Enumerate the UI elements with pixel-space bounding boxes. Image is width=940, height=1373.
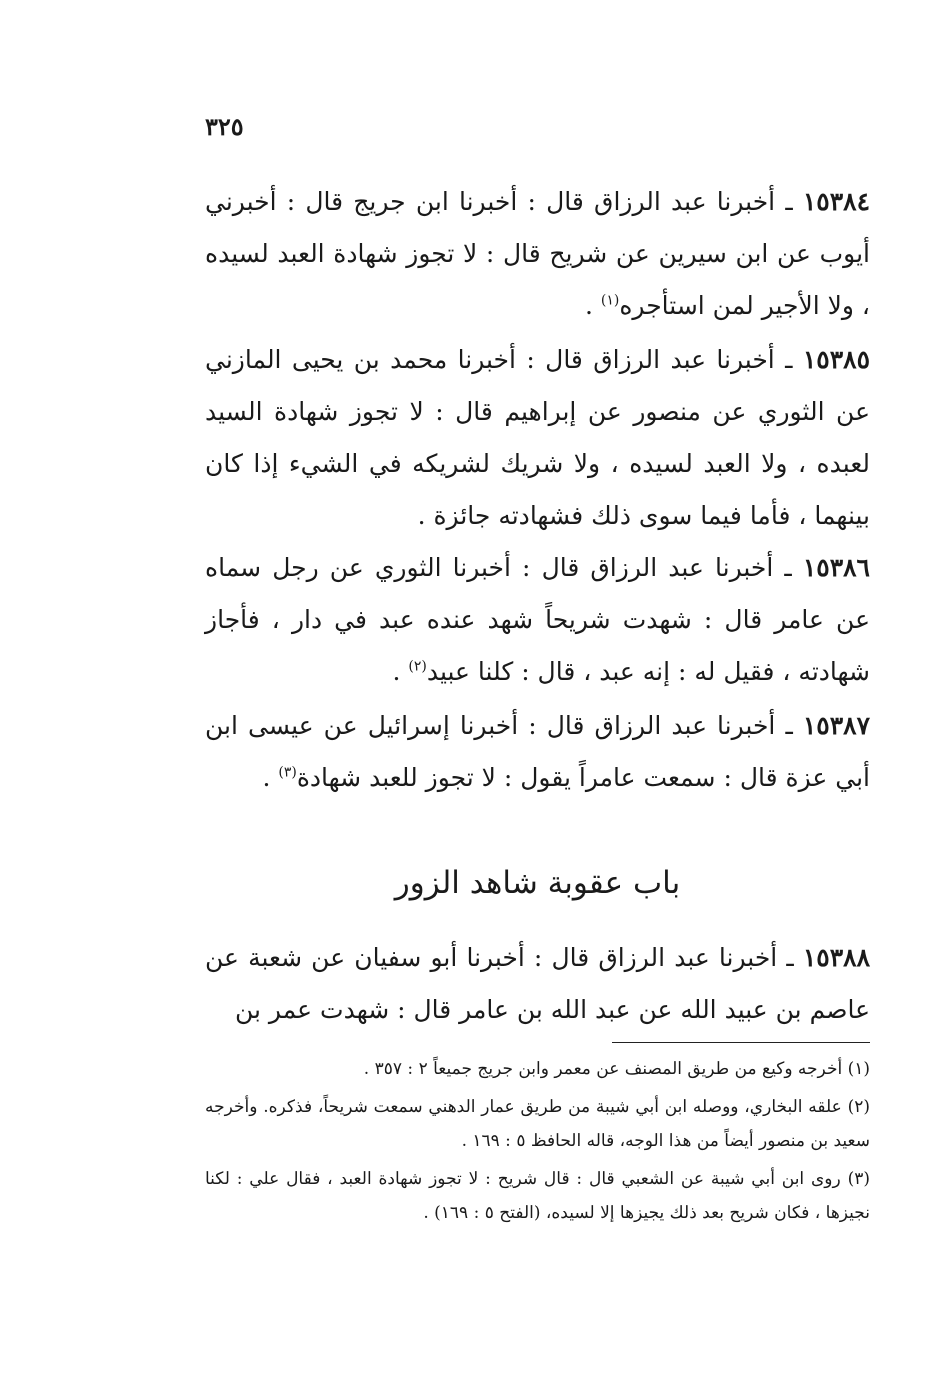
hadith-entry-15384 xyxy=(205,176,870,332)
footnote-3 xyxy=(205,1162,870,1230)
entry-text: ـ أخبرنا عبد الرزاق قال : أخبرنا إسرائيل عن عيسى ابن أبي عزة قال : سمعت عامراً يقول : لا تجوز للعبد شهادة xyxy=(205,711,870,792)
entry-end: . xyxy=(392,657,409,686)
footnote-text: أخرجه وكيع من طريق المصنف عن معمر وابن جريج جميعاً ٢ : ٣٥٧ . xyxy=(363,1059,843,1079)
footnote-mark: (٢) xyxy=(847,1097,870,1117)
footnote-1 xyxy=(205,1052,870,1086)
entry-number: ١٥٣٨٧ xyxy=(802,711,870,740)
entry-text: ـ أخبرنا عبد الرزاق قال : أخبرنا ابن جريج قال : أخبرني أيوب عن ابن سيرين عن شريح قال : لا تجوز شهادة العبد لسيده ، ولا الأجير لمن استأجره xyxy=(205,187,870,320)
footnote-ref[interactable]: (١) xyxy=(600,292,620,309)
entry-text: ـ أخبرنا عبد الرزاق قال : أخبرنا الثوري عن رجل سماه عن عامر قال : شهدت شريحاً شهد عنده عبد في دار ، فأجاز شهادته ، فقيل له : إنه عبد ، قال : كلنا عبيد xyxy=(205,553,870,686)
footnote-ref[interactable]: (٢) xyxy=(408,658,427,675)
entry-text: ـ أخبرنا عبد الرزاق قال : أخبرنا أبو سفيان عن شعبة عن عاصم بن عبيد الله عن عبد الله بن عامر قال : شهدت عمر بن xyxy=(205,943,870,1024)
footnote-text: روى ابن أبي شيبة عن الشعبي قال : قال شريح : لا تجوز شهادة العبد ، فقال علي : لكنا نجيزها ، فكان شريح بعد ذلك يجيزها إلا لسيده، (الفتح ٥ : ١٦٩) . xyxy=(205,1169,870,1223)
chapter-heading: باب عقوبة شاهد الزور xyxy=(394,865,681,901)
footnotes xyxy=(205,1052,870,1234)
entry-end: . xyxy=(584,291,601,320)
hadith-entry-15386 xyxy=(205,542,870,698)
entry-number: ١٥٣٨٦ xyxy=(802,553,870,582)
entry-end: . xyxy=(262,763,279,792)
hadith-entry-15387 xyxy=(205,700,870,804)
hadith-entry-15385 xyxy=(205,334,870,542)
footnote-2 xyxy=(205,1090,870,1158)
entry-number: ١٥٣٨٥ xyxy=(802,345,870,374)
footnote-mark: (٣) xyxy=(847,1169,870,1189)
page-number: ٣٢٥ xyxy=(205,112,244,141)
footnote-separator xyxy=(612,1042,870,1043)
footnote-ref[interactable]: (٣) xyxy=(278,764,297,781)
footnote-mark: (١) xyxy=(847,1059,870,1079)
entry-number: ١٥٣٨٤ xyxy=(802,187,870,216)
footnote-text: علقه البخاري، ووصله ابن أبي شيبة من طريق عمار الدهني سمعت شريحاً، فذكره. وأخرجه سعيد بن منصور أيضاً من هذا الوجه، قاله الحافظ ٥ : ١٦٩ . xyxy=(205,1097,870,1151)
hadith-entry-15388 xyxy=(205,932,870,1036)
entry-number: ١٥٣٨٨ xyxy=(802,943,870,972)
entry-text: ـ أخبرنا عبد الرزاق قال : أخبرنا محمد بن يحيى المازني عن الثوري عن منصور عن إبراهيم قال : لا تجوز شهادة السيد لعبده ، ولا العبد لسيده ، ولا شريك لشريكه في الشيء إذا كان بينهما ، فأما فيما سوى ذلك فشهادته جائزة . xyxy=(205,345,870,530)
